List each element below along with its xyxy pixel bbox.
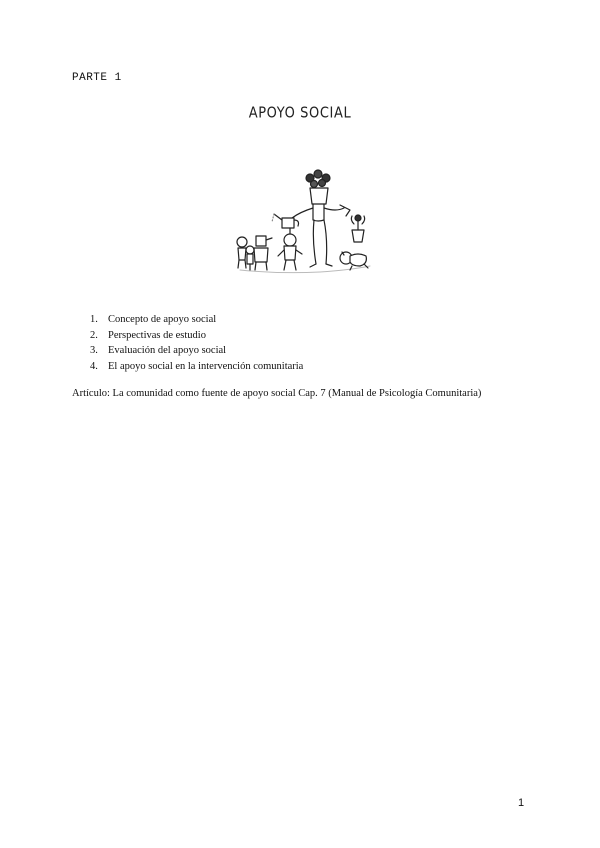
list-item-number: 2. [90, 329, 98, 341]
page-number: 1 [518, 797, 525, 809]
list-item-text: El apoyo social en la intervención comunitaria [108, 360, 304, 372]
list-item-text: Perspectivas de estudio [108, 329, 206, 341]
list-item-number: 3. [90, 345, 98, 356]
list-item-text: Concepto de apoyo social [108, 314, 217, 325]
list-item [90, 312, 303, 328]
part-label: PARTE 1 [72, 72, 122, 84]
list-item-number: 4. [90, 360, 98, 372]
people-watering-plants-illustration [220, 160, 380, 282]
list-item [90, 359, 303, 375]
topics-list [90, 312, 303, 374]
list-item-number: 1. [90, 314, 98, 325]
page-title: APOYO SOCIAL [248, 104, 352, 123]
list-item-text: Evaluación del apoyo social [108, 345, 227, 356]
list-item [90, 343, 303, 359]
list-item [90, 328, 303, 344]
article-reference: Artículo: La comunidad como fuente de apoyo social Cap. 7 (Manual de Psicología Comunitaria) [72, 388, 482, 399]
